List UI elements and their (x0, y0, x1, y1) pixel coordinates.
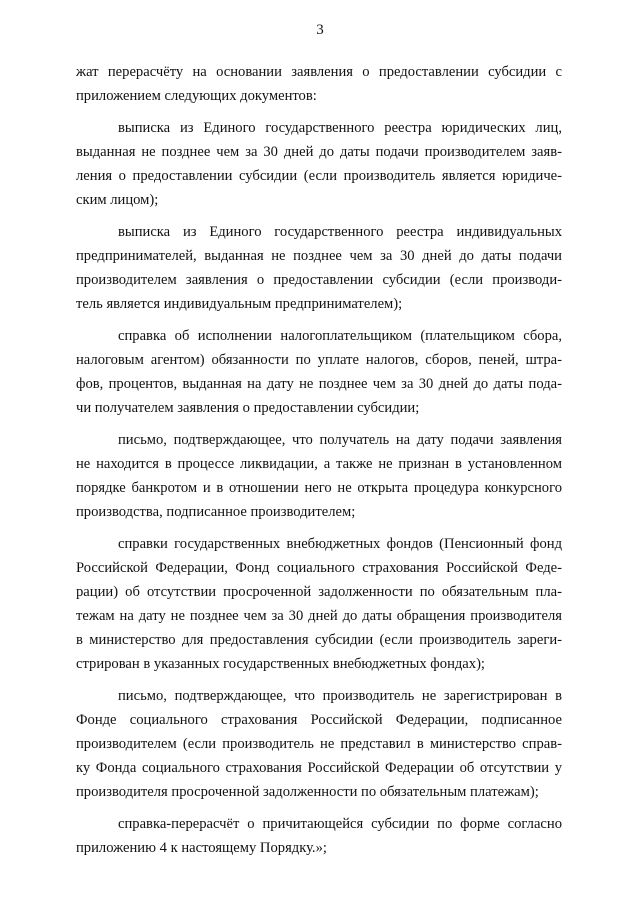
text-line: ским лицом); (76, 192, 159, 208)
text-line: производства, подписанное производителем; (76, 504, 356, 520)
text-line: не находится в процессе ликвидации, а также не признан в установленном (76, 456, 562, 472)
text-line: выписка из Единого государственного реестра юридических лиц, (118, 120, 562, 136)
text-line: стрирован в указанных государственных внебюджетных фондах); (76, 656, 485, 672)
text-line: жат перерасчёту на основании заявления о предоставлении субсидии с (76, 64, 562, 80)
text-line: письмо, подтверждающее, что производитель не зарегистрирован в (118, 688, 562, 704)
text-line: письмо, подтверждающее, что получатель на дату подачи заявления (118, 432, 562, 448)
text-line: справка об исполнении налогоплательщиком (плательщиком сбора, (118, 328, 562, 344)
document-body (76, 60, 562, 860)
text-line: приложением следующих документов: (76, 88, 317, 104)
text-line: производителем (если производитель не представил в министерство справ- (76, 736, 562, 752)
text-line: тель является индивидуальным предпринимателем); (76, 296, 403, 312)
paragraph (76, 684, 562, 804)
text-line: Российской Федерации, Фонд социального страхования Российской Феде- (76, 560, 562, 576)
paragraph (76, 116, 562, 212)
text-line: производителем заявления о предоставлении субсидии (если производи- (76, 272, 562, 288)
paragraph (76, 428, 562, 524)
text-line: приложению 4 к настоящему Порядку.»; (76, 840, 327, 856)
text-line: предпринимателей, выданная не позднее чем за 30 дней до даты подачи (76, 248, 562, 264)
text-line: в министерство для предоставления субсидии (если производитель зареги- (76, 632, 562, 648)
text-line: справка-перерасчёт о причитающейся субсидии по форме согласно (118, 816, 562, 832)
text-line: производителя просроченной задолженности по обязательным платежам); (76, 784, 539, 800)
text-line: налоговым агентом) обязанности по уплате налогов, сборов, пеней, штра- (76, 352, 562, 368)
paragraph (76, 812, 562, 860)
text-line: выписка из Единого государственного реестра индивидуальных (118, 224, 562, 240)
text-line: порядке банкротом и в отношении него не открыта процедура конкурсного (76, 480, 562, 496)
paragraph (76, 60, 562, 108)
page-number: 3 (316, 22, 324, 38)
paragraph (76, 532, 562, 676)
text-line: чи получателем заявления о предоставлении субсидии; (76, 400, 420, 416)
text-line: рации) об отсутствии просроченной задолженности по обязательным пла- (76, 584, 562, 600)
text-line: ку Фонда социального страхования Российской Федерации об отсутствии у (76, 760, 562, 776)
text-line: фов, процентов, выданная на дату не позднее чем за 30 дней до даты пода- (76, 376, 562, 392)
text-line: ления о предоставлении субсидии (если производитель является юридиче- (76, 168, 562, 184)
text-line: выданная не позднее чем за 30 дней до даты подачи производителем заяв- (76, 144, 562, 160)
text-line: тежам на дату не позднее чем за 30 дней до даты обращения производителя (76, 608, 562, 624)
paragraph (76, 324, 562, 420)
text-line: справки государственных внебюджетных фондов (Пенсионный фонд (118, 536, 562, 552)
text-line: Фонде социального страхования Российской Федерации, подписанное (76, 712, 562, 728)
paragraph (76, 220, 562, 316)
